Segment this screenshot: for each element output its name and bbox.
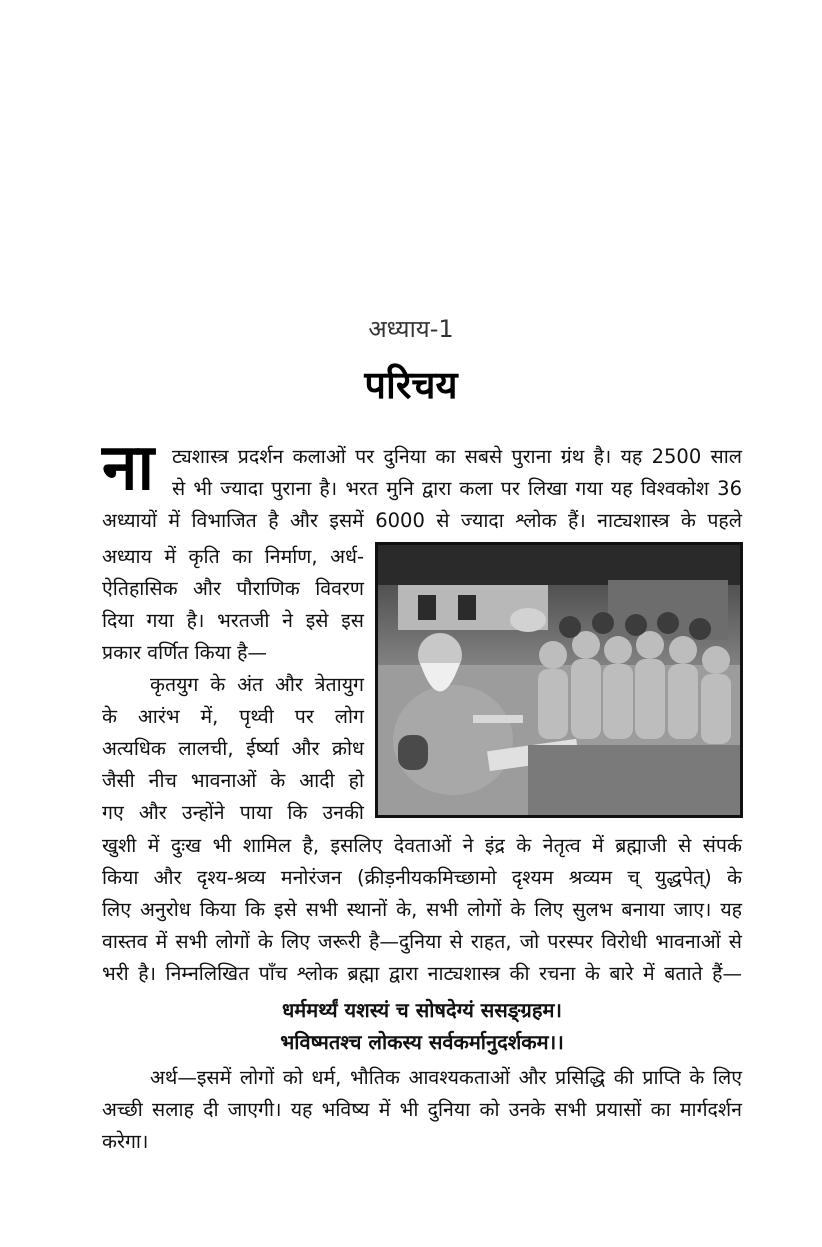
sanskrit-verse-line: धर्ममर्थ्यं यशस्यं च सोषदेग्यं ससङ्ग्रहम। — [282, 998, 562, 1022]
side-text-line: जैसी नीच भावनाओं के आदी हो — [102, 769, 364, 792]
illustration-image — [378, 545, 740, 815]
side-text-line: दिया गया है। भरतजी ने इसे इस — [102, 609, 364, 632]
chapter-number: अध्याय-1 — [368, 315, 454, 343]
sanskrit-verse-line: भविष्मतश्च लोकस्य सर्वकर्मानुदर्शकम।। — [280, 1030, 564, 1054]
body-line: भरी है। निम्नलिखित पाँच श्लोक ब्रह्मा द्वारा नाट्यशास्त्र की रचना के बारे में बताते हैं— — [102, 962, 742, 985]
illustration-sage-with-disciples — [375, 542, 743, 818]
side-text-line: गए और उन्होंने पाया कि उनकी — [102, 801, 364, 824]
chapter-title: परिचय — [364, 363, 458, 407]
drop-cap: ना — [102, 431, 155, 505]
side-text-line: अत्यधिक लालची, ईर्ष्या और क्रोध — [102, 737, 364, 760]
body-line: खुशी में दुःख भी शामिल है, इसलिए देवताओं ने इंद्र के नेतृत्व में ब्रह्माजी से संपर्क — [102, 834, 742, 857]
side-text-line: अध्याय में कृति का निर्माण, अर्ध- — [102, 545, 364, 568]
meaning-line: करेगा। — [102, 1130, 149, 1153]
side-text-line: प्रकार वर्णित किया है— — [102, 641, 268, 664]
intro-line: से भी ज्यादा पुराना है। भरत मुनि द्वारा कला पर लिखा गया यह विश्वकोश 36 — [172, 477, 742, 500]
side-text-line: कृतयुग के अंत और त्रेतायुग — [150, 673, 364, 696]
meaning-line: अर्थ—इसमें लोगों को धर्म, भौतिक आवश्यकताओं और प्रसिद्धि की प्राप्ति के लिए — [150, 1066, 742, 1089]
body-line: लिए अनुरोध किया कि इसे सभी स्थानों के, सभी लोगों के लिए सुलभ बनाया जाए। यह — [102, 898, 742, 921]
side-text-line: के आरंभ में, पृथ्वी पर लोग — [102, 705, 364, 728]
intro-line: ट्यशास्त्र प्रदर्शन कलाओं पर दुनिया का सबसे पुराना ग्रंथ है। यह 2500 साल — [172, 445, 742, 468]
meaning-line: अच्छी सलाह दी जाएगी। यह भविष्य में भी दुनिया को उनके सभी प्रयासों का मार्गदर्शन — [102, 1098, 742, 1121]
body-line: वास्तव में सभी लोगों के लिए जरूरी है—दुनिया से राहत, जो परस्पर विरोधी भावनाओं से — [102, 930, 742, 953]
intro-line: अध्यायों में विभाजित है और इसमें 6000 से ज्यादा श्लोक हैं। नाट्यशास्त्र के पहले — [102, 509, 742, 532]
body-line: किया और दृश्य-श्रव्य मनोरंजन (क्रीड़नीयकमिच्छामो दृश्यम श्रव्यम च् युद्धपेत्) के — [102, 866, 742, 889]
side-text-line: ऐतिहासिक और पौराणिक विवरण — [102, 577, 364, 600]
